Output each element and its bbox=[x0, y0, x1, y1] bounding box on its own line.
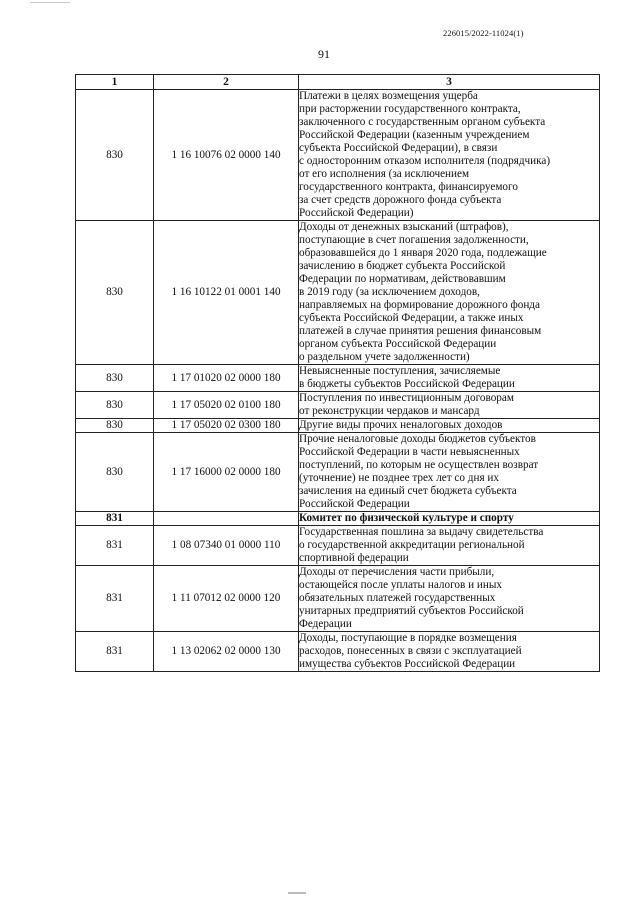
description-line: (уточнение) не позднее трех лет со дня их bbox=[299, 472, 499, 484]
description-line: Государственная пошлина за выдачу свидетельства bbox=[299, 526, 544, 538]
description-line: за счет средств дорожного фонда субъекта bbox=[299, 194, 502, 206]
table-row bbox=[76, 392, 600, 419]
description-line: Невыясненные поступления, зачисляемые bbox=[299, 365, 501, 377]
description-line: спортивной федерации bbox=[299, 552, 409, 564]
income-description-cell bbox=[299, 512, 600, 526]
description-line: Прочие неналоговые доходы бюджетов субъектов bbox=[299, 433, 536, 445]
description-line: субъекта Российской Федерации, а также иных bbox=[299, 312, 524, 324]
description-line: образовавшейся до 1 января 2020 года, подлежащие bbox=[299, 247, 547, 259]
table-header-row bbox=[76, 75, 600, 90]
admin-code-cell: 830 bbox=[76, 365, 154, 392]
description-line: Российской Федерации) bbox=[299, 207, 414, 219]
admin-code-cell: 830 bbox=[76, 419, 154, 433]
description-line: от его исполнения (за исключением bbox=[299, 168, 470, 180]
admin-code-cell: 831 bbox=[76, 632, 154, 672]
table-row bbox=[76, 632, 600, 672]
description-line: платежей в случае принятия решения финансовым bbox=[299, 325, 542, 337]
table-row bbox=[76, 221, 600, 365]
admin-code-cell: 831 bbox=[76, 512, 154, 526]
admin-code-cell: 831 bbox=[76, 526, 154, 566]
description-line: государственного контракта, финансируемого bbox=[299, 181, 518, 193]
table-row bbox=[76, 419, 600, 433]
admin-code-cell: 831 bbox=[76, 566, 154, 632]
table-row bbox=[76, 90, 600, 221]
description-line: Российской Федерации bbox=[299, 498, 410, 510]
description-line: органом субъекта Российской Федерации bbox=[299, 338, 497, 350]
table-body bbox=[76, 90, 600, 672]
description-line: заключенного с государственным органом субъекта bbox=[299, 116, 546, 128]
table-row bbox=[76, 566, 600, 632]
budget-classification-code-cell: 1 11 07012 02 0000 120 bbox=[154, 566, 299, 632]
budget-classification-code-cell: 1 17 01020 02 0000 180 bbox=[154, 365, 299, 392]
income-description-cell bbox=[299, 433, 600, 512]
description-line: о раздельном учете задолженности) bbox=[299, 351, 470, 363]
description-line: Российской Федерации (казенным учреждением bbox=[299, 129, 530, 141]
description-line: Доходы, поступающие в порядке возмещения bbox=[299, 632, 517, 644]
description-line: имущества субъектов Российской Федерации bbox=[299, 658, 516, 670]
description-line: Доходы от денежных взысканий (штрафов), bbox=[299, 221, 509, 233]
scan-artifact-top bbox=[30, 2, 70, 3]
document-id: 226015/2022-11024(1) bbox=[443, 28, 524, 38]
income-description-cell bbox=[299, 90, 600, 221]
table-row bbox=[76, 526, 600, 566]
description-line: зачисления на единый счет бюджета субъекта bbox=[299, 485, 517, 497]
description-line: Другие виды прочих неналоговых доходов bbox=[299, 419, 503, 431]
department-row bbox=[76, 512, 600, 526]
column-header-3: 3 bbox=[299, 75, 600, 90]
description-line: зачислению в бюджет субъекта Российской bbox=[299, 260, 506, 272]
description-line: обязательных платежей государственных bbox=[299, 592, 496, 604]
description-line: Федерации по нормативам, действовавшим bbox=[299, 273, 506, 285]
description-line: унитарных предприятий субъектов Российской bbox=[299, 605, 524, 617]
description-line: остающейся после уплаты налогов и иных bbox=[299, 579, 502, 591]
description-line: Поступления по инвестиционным договорам bbox=[299, 392, 514, 404]
description-line: Комитет по физической культуре и спорту bbox=[299, 512, 514, 524]
budget-codes-table bbox=[75, 74, 600, 672]
description-line: Доходы от перечисления части прибыли, bbox=[299, 566, 495, 578]
page-number: 91 bbox=[318, 47, 330, 61]
admin-code-cell: 830 bbox=[76, 221, 154, 365]
description-line: Российской Федерации в части невыясненных bbox=[299, 446, 520, 458]
income-description-cell bbox=[299, 221, 600, 365]
description-line: направляемых на формирование дорожного фонда bbox=[299, 299, 540, 311]
description-line: в бюджеты субъектов Российской Федерации bbox=[299, 378, 515, 390]
description-line: поступлений, по которым не осуществлен возврат bbox=[299, 459, 539, 471]
description-line: расходов, понесенных в связи с эксплуатацией bbox=[299, 645, 522, 657]
income-description-cell bbox=[299, 632, 600, 672]
admin-code-cell: 830 bbox=[76, 90, 154, 221]
description-line: Федерации bbox=[299, 618, 352, 630]
budget-classification-code-cell: 1 17 05020 02 0100 180 bbox=[154, 392, 299, 419]
column-header-2: 2 bbox=[154, 75, 299, 90]
description-line: Платежи в целях возмещения ущерба bbox=[299, 90, 478, 102]
description-line: о государственной аккредитации региональной bbox=[299, 539, 525, 551]
income-description-cell bbox=[299, 419, 600, 433]
budget-classification-code-cell: 1 13 02062 02 0000 130 bbox=[154, 632, 299, 672]
budget-classification-code-cell: 1 08 07340 01 0000 110 bbox=[154, 526, 299, 566]
budget-classification-code-cell: 1 16 10122 01 0001 140 bbox=[154, 221, 299, 365]
column-header-1: 1 bbox=[76, 75, 154, 90]
income-description-cell bbox=[299, 566, 600, 632]
scan-artifact-bottom bbox=[288, 892, 306, 894]
description-line: в 2019 году (за исключением доходов, bbox=[299, 286, 480, 298]
description-line: от реконструкции чердаков и мансард bbox=[299, 405, 480, 417]
description-line: при расторжении государственного контракта, bbox=[299, 103, 521, 115]
budget-classification-code-cell: 1 17 16000 02 0000 180 bbox=[154, 433, 299, 512]
admin-code-cell: 830 bbox=[76, 392, 154, 419]
budget-classification-code-cell: 1 17 05020 02 0300 180 bbox=[154, 419, 299, 433]
admin-code-cell: 830 bbox=[76, 433, 154, 512]
budget-classification-code-cell bbox=[154, 512, 299, 526]
income-description-cell bbox=[299, 526, 600, 566]
description-line: поступающие в счет погашения задолженности, bbox=[299, 234, 529, 246]
budget-classification-code-cell: 1 16 10076 02 0000 140 bbox=[154, 90, 299, 221]
description-line: субъекта Российской Федерации), в связи bbox=[299, 142, 498, 154]
income-description-cell bbox=[299, 365, 600, 392]
table-row bbox=[76, 433, 600, 512]
income-description-cell bbox=[299, 392, 600, 419]
description-line: с односторонним отказом исполнителя (подрядчика) bbox=[299, 155, 551, 167]
table-row bbox=[76, 365, 600, 392]
